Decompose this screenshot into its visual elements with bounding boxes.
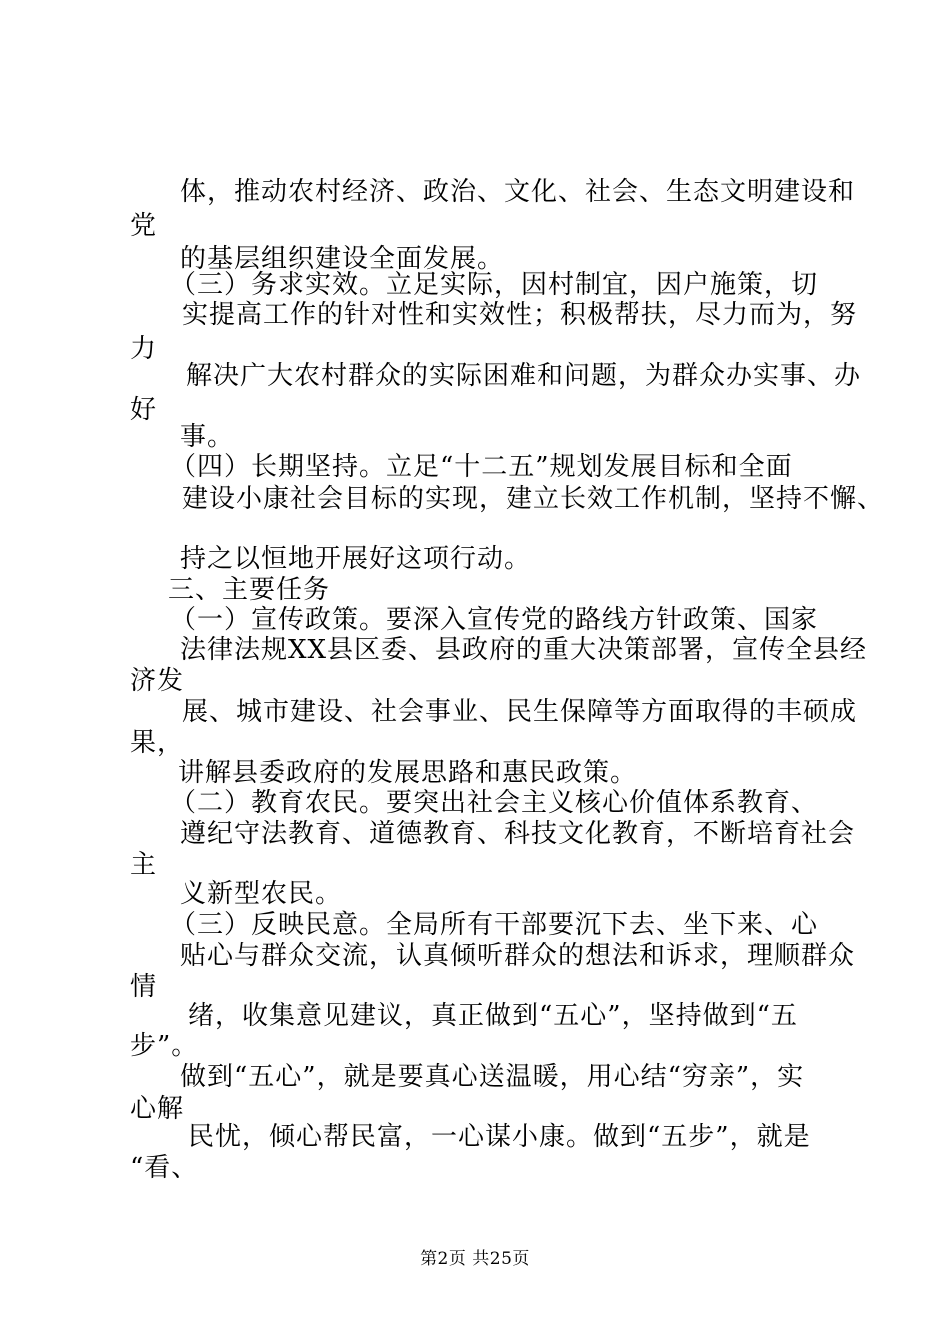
text-line: （三）反映民意。全局所有干部要沉下去、坐下来、心 — [170, 910, 819, 940]
page-number-footer: 第2页 共25页 — [420, 1249, 530, 1269]
text-line: 主 — [130, 850, 158, 880]
text-line: 事。 — [180, 422, 235, 452]
text-line: 三、主要任务 — [168, 575, 331, 605]
text-line: 民忧，倾心帮民富，一心谋小康。做到“五步”，就是 — [188, 1122, 811, 1152]
text-line: （三）务求实效。立足实际，因村制宜，因户施策，切 — [170, 270, 819, 300]
text-line: 持之以恒地开展好这项行动。 — [180, 544, 532, 574]
text-line: 展、城市建设、社会事业、民生保障等方面取得的丰硕成 — [182, 697, 858, 727]
text-line: 步”。 — [130, 1031, 199, 1061]
text-line: 体，推动农村经济、政治、文化、社会、生态文明建设和 — [180, 177, 856, 207]
text-line: 力 — [130, 334, 158, 364]
text-line: 党 — [130, 211, 158, 241]
text-line: 济发 — [130, 666, 185, 696]
text-line: 遵纪守法教育、道德教育、科技文化教育，不断培育社会 — [180, 819, 856, 849]
text-line: 实提高工作的针对性和实效性；积极帮扶，尽力而为，努 — [182, 300, 858, 330]
text-line: 心解 — [130, 1094, 185, 1124]
text-line: （四）长期坚持。立足“十二五”规划发展目标和全面 — [170, 452, 793, 482]
text-line: 义新型农民。 — [180, 879, 343, 909]
text-line: 绪，收集意见建议，真正做到“五心”，坚持做到“五 — [188, 1001, 798, 1031]
text-line: 建设小康社会目标的实现，建立长效工作机制，坚持不懈、 — [182, 484, 885, 514]
text-line: 贴心与群众交流，认真倾听群众的想法和诉求，理顺群众 — [180, 941, 856, 971]
text-line: 情 — [130, 972, 158, 1002]
text-line: （一）宣传政策。要深入宣传党的路线方针政策、国家 — [170, 605, 819, 635]
text-line: 解决广大农村群众的实际困难和问题，为群众办实事、办 — [186, 361, 862, 391]
text-line: 果， — [130, 728, 185, 758]
text-line: 好 — [130, 395, 158, 425]
text-line: 讲解县委政府的发展思路和惠民政策。 — [178, 758, 638, 788]
text-line: 的基层组织建设全面发展。 — [180, 244, 505, 274]
text-line: “看、 — [130, 1153, 199, 1183]
text-line: 做到“五心”，就是要真心送温暖，用心结“穷亲”，实 — [180, 1062, 805, 1092]
text-line: 法律法规XX县区委、县政府的重大决策部署，宣传全县经 — [180, 635, 868, 665]
text-line: （二）教育农民。要突出社会主义核心价值体系教育、 — [170, 788, 819, 818]
